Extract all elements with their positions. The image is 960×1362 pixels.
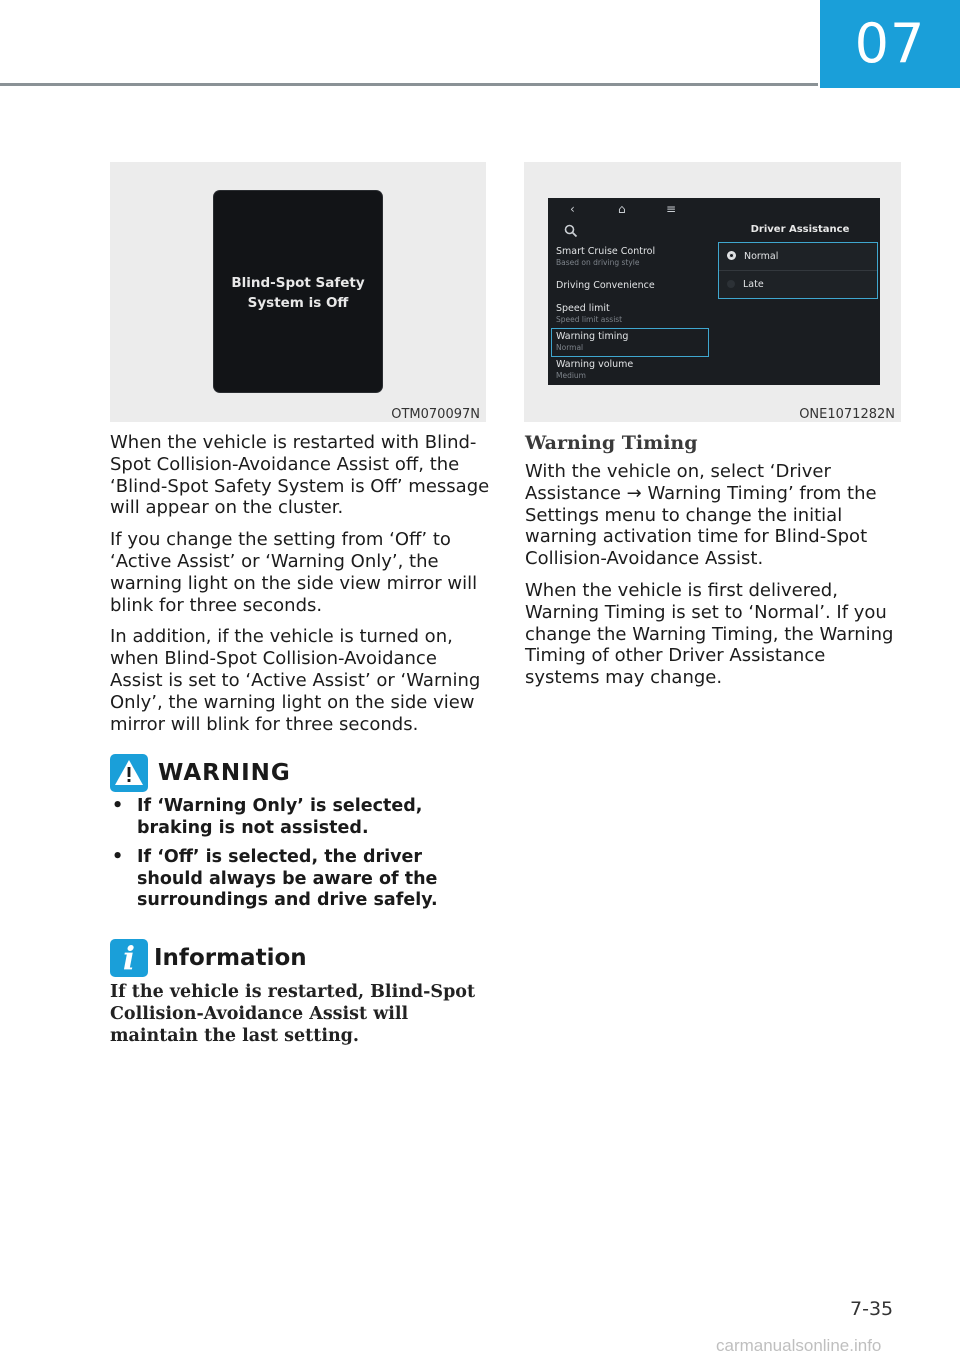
option-normal[interactable] [727,251,778,262]
menu-icon[interactable]: ≡ [666,202,677,216]
warning-item: • If ‘Warning Only’ is selected, braking is not assisted. [110,796,490,839]
information-text: If the vehicle is restarted, Blind-Spot Collision-Avoidance Assist will maintain the last setting. [110,982,476,1046]
home-icon[interactable]: ⌂ [618,202,626,216]
cluster-message: Blind-Spot Safety System is Off [231,275,365,311]
figure-caption-right: ONE1071282N [799,407,895,422]
infotainment-screen [548,198,880,385]
warning-item: • If ‘Off’ is selected, the driver should always be aware of the surroundings and drive safely. [110,847,490,912]
menu-item-warning-volume[interactable] [556,359,633,381]
info-icon: i [110,939,148,977]
menu-item-driving-convenience[interactable] [556,280,655,292]
paragraph: If you change the setting from ‘Off’ to ‘Active Assist’ or ‘Warning Only’, the warning light on the side view mirror will blink for three seconds. [110,529,478,616]
information-title: Information [154,945,307,971]
menu-item-smart-cruise[interactable] [556,246,655,268]
timing-options [718,242,878,299]
search-icon[interactable] [564,224,578,238]
radio-unselected-icon [727,280,735,288]
menu-item-subtitle: Based on driving style [556,258,640,267]
settings-figure [524,162,901,422]
watermark: carmanualsonline.info [716,1336,882,1355]
warning-triangle-icon [110,754,148,792]
page-number: 7-35 [850,1298,894,1320]
figure-caption-left: OTM070097N [391,407,480,422]
right-body-text [525,461,905,699]
option-late[interactable] [727,279,764,290]
option-label: Late [743,279,764,290]
screen-top-bar [548,198,720,224]
warning-list [110,796,490,920]
section-heading: Warning Timing [525,432,698,454]
option-label: Normal [744,251,779,262]
cluster-figure [110,162,486,422]
paragraph: When the vehicle is first delivered, Warning Timing is set to ‘Normal’. If you change the Warning Timing, the Warning Timing of other Driver Assistance systems may change. [525,579,894,689]
menu-item-subtitle: Normal [556,343,584,352]
paragraph: When the vehicle is restarted with Blind-Spot Collision-Avoidance Assist off, the ‘Blind-Spot Safety System is Off’ message will appear on the cluster. [110,432,490,519]
menu-item-title: Warning volume [556,359,634,370]
menu-item-title: Warning timing [556,331,629,342]
option-divider [719,270,877,271]
back-icon[interactable]: ‹ [570,202,575,216]
menu-item-warning-timing[interactable] [556,331,628,353]
paragraph: In addition, if the vehicle is turned on, when Blind-Spot Collision-Avoidance Assist is set to ‘Active Assist’ or ‘Warning Only’, the warning light on the side view mirror will blink for three seconds. [110,626,481,735]
menu-item-title: Driving Convenience [556,280,655,291]
radio-selected-icon [727,251,736,260]
paragraph: With the vehicle on, select ‘Driver Assistance → Warning Timing’ from the Settings menu to change the initial warning activation time for Blind-Spot Collision-Avoidance Assist. [525,461,877,570]
warning-title: WARNING [158,760,291,786]
cluster-display [214,191,382,392]
menu-item-speed-limit[interactable] [556,303,622,325]
header-rule [0,83,818,86]
chapter-number: 07 [820,0,960,88]
left-body-text [110,432,490,745]
menu-item-subtitle: Medium [556,371,586,380]
menu-item-subtitle: Speed limit assist [556,315,623,324]
menu-item-title: Smart Cruise Control [556,246,656,257]
panel-title: Driver Assistance [750,224,850,235]
menu-item-title: Speed limit [556,303,610,314]
